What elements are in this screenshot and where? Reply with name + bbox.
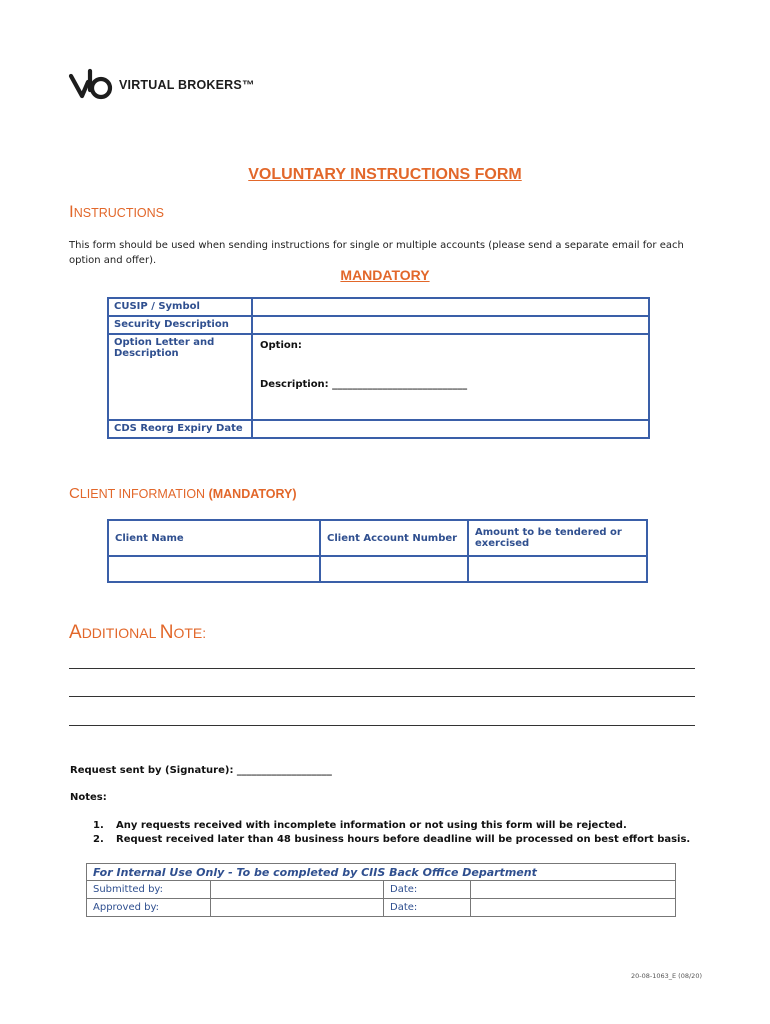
amount-field[interactable] (468, 556, 647, 582)
amount-header: Amount to be tendered or exercised (468, 520, 647, 556)
approved-by-field[interactable] (211, 899, 384, 917)
submitted-date-label: Date: (384, 881, 471, 899)
client-heading-mandatory: (MANDATORY) (208, 487, 297, 501)
client-account-number-field[interactable] (320, 556, 468, 582)
virtual-brokers-logo (68, 68, 116, 102)
internal-use-heading: For Internal Use Only - To be completed by CIIS Back Office Department (87, 864, 676, 881)
note-heading-initial-a: A (69, 622, 82, 643)
cusip-label: CUSIP / Symbol (108, 298, 252, 316)
client-name-header: Client Name (108, 520, 320, 556)
note-line-2[interactable] (69, 696, 695, 697)
note-2-number: 2. (93, 834, 104, 845)
note-line-3[interactable] (69, 725, 695, 726)
client-name-field[interactable] (108, 556, 320, 582)
additional-note-heading (69, 622, 206, 644)
instructions-text: This form should be used when sending instructions for single or multiple accounts (please send a separate email for each option and offer). (69, 240, 684, 266)
submitted-date-field[interactable] (471, 881, 676, 899)
mandatory-label-text: MANDATORY (340, 267, 430, 283)
signature-line[interactable]: Request sent by (Signature): ___________________ (70, 765, 332, 776)
instructions-heading (69, 202, 164, 222)
security-description-field[interactable] (252, 316, 649, 334)
note-1-text: Any requests received with incomplete information or not using this form will be rejected. (116, 820, 627, 831)
instructions-heading-rest: NSTRUCTIONS (73, 206, 165, 220)
client-account-number-header: Client Account Number (320, 520, 468, 556)
approved-date-label: Date: (384, 899, 471, 917)
note-heading-rest: OTE: (173, 625, 207, 641)
description-text: Description: ___________________________ (260, 379, 468, 390)
internal-use-table (86, 863, 676, 917)
footer-form-code: 20-08-1063_E (08/20) (630, 972, 702, 980)
client-table (107, 519, 648, 583)
note-2-text: Request received later than 48 business hours before deadline will be processed on best effort basis. (116, 834, 691, 845)
security-table (107, 297, 650, 439)
cds-expiry-field[interactable] (252, 420, 649, 438)
note-heading-initial-n: N (159, 622, 174, 643)
security-description-label: Security Description (108, 316, 252, 334)
mandatory-label (0, 265, 770, 284)
option-text: Option: (260, 340, 302, 351)
approved-date-field[interactable] (471, 899, 676, 917)
approved-by-label: Approved by: (87, 899, 211, 917)
submitted-by-label: Submitted by: (87, 881, 211, 899)
logo-text: VIRTUAL BROKERS™ (119, 78, 255, 92)
option-letter-label: Option Letter and Description (108, 334, 252, 420)
note-1-number: 1. (93, 820, 104, 831)
note-line-1[interactable] (69, 668, 695, 669)
form-title (0, 164, 770, 184)
client-information-heading (69, 485, 297, 503)
form-title-text: VOLUNTARY INSTRUCTIONS FORM (248, 166, 522, 183)
submitted-by-field[interactable] (211, 881, 384, 899)
notes-label: Notes: (70, 792, 107, 803)
cds-expiry-label: CDS Reorg Expiry Date (108, 420, 252, 438)
instructions-heading-initial: I (69, 202, 74, 221)
option-field[interactable] (252, 334, 649, 420)
client-heading-rest: LIENT INFORMATION (79, 487, 209, 501)
cusip-field[interactable] (252, 298, 649, 316)
note-heading-mid: DDITIONAL (81, 625, 160, 641)
client-heading-initial: C (69, 485, 80, 502)
